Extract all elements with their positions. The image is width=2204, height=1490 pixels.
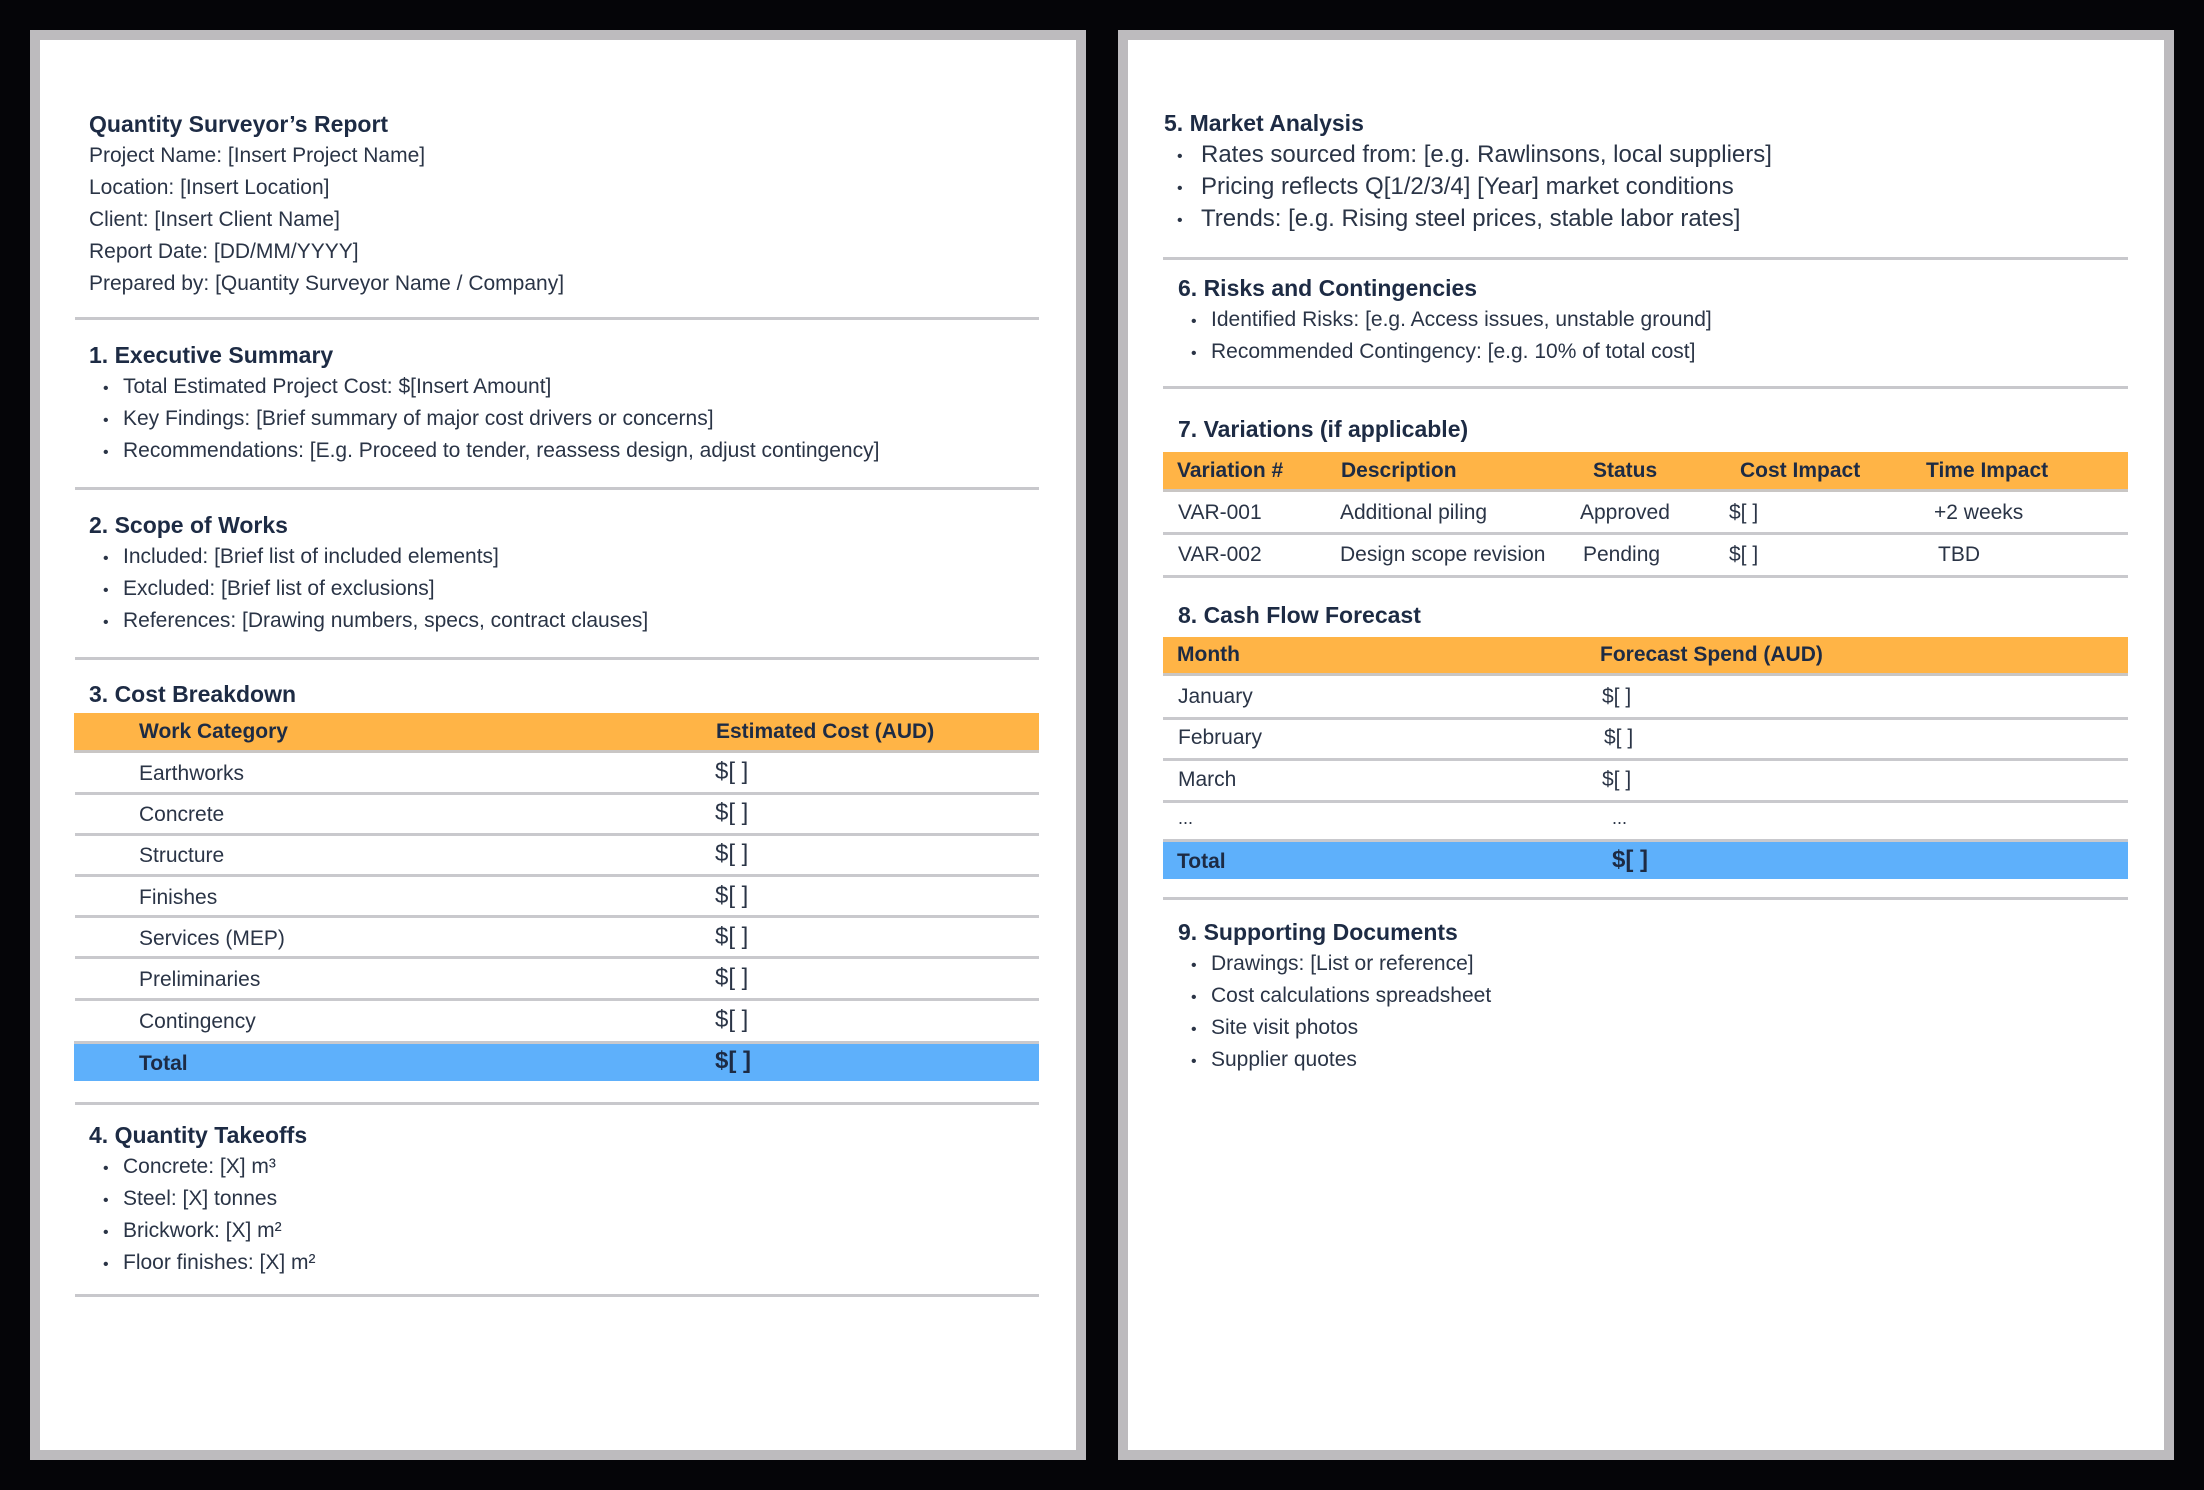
list-item: • Recommended Contingency: [e.g. 10% of total cost]: [1211, 340, 1695, 364]
bullet-icon: •: [1191, 1053, 1197, 1070]
list-item: • Site visit photos: [1211, 1016, 1358, 1040]
document-page-1: Quantity Surveyor’s Report Project Name: [Insert Project Name] Location: [Insert Location] Client: [Insert Client Name] Report Date: [DD/MM/YYYY] Prepared by: [Quantity Surveyor Name / Company] 1. Executive Summary • Total Estimated Project Cost: $[Insert Amount] • Key Findings: [Brief summary of major cost drivers or concerns] • Recommendations: [E.g. Proceed to tender, reassess design, adjust contingency] 2. Scope of Works • Included: [Brief list of included elements] • Excluded: [Brief list of exclusions] • References: [Drawing numbers, specs, contract clauses] 3. Cost Breakdown Work Category Estimated Cost (AUD) Earthworks $[ ] Concrete $[ ] Structure $[ ] Finishes $[ ] Services (MEP) $[ ] Preliminaries $[ ] Contingency $[ ] Total $[ ] 4. Quantity Takeoffs • Concrete: [X] m³ • Steel: [X] tonnes • Brickwork: [X] m² • Floor finishes: [X] m²: [30, 30, 1086, 1460]
section-heading-cost-breakdown: 3. Cost Breakdown: [89, 681, 297, 707]
bullet-icon: •: [103, 1256, 109, 1273]
list-item: • Key Findings: [Brief summary of major cost drivers or concerns]: [123, 407, 714, 431]
list-item: • Excluded: [Brief list of exclusions]: [123, 577, 435, 601]
divider: [1163, 386, 2128, 389]
prepared-by-line: Prepared by: [Quantity Surveyor Name / Company]: [89, 272, 565, 295]
list-item: • Identified Risks: [e.g. Access issues, unstable ground]: [1211, 308, 1712, 332]
document-page-2: 5. Market Analysis • Rates sourced from: [e.g. Rawlinsons, local suppliers] • Pricing reflects Q[1/2/3/4] [Year] market conditions • Trends: [e.g. Rising steel prices, stable labor rates] 6. Risks and Contingencies • Identified Risks: [e.g. Access issues, unstable ground] • Recommended Contingency: [e.g. 10% of total cost] 7. Variations (if applicable) Variation # Description Status Cost Impact Time Impact VAR-001 Additional piling Approved $[ ] +2 weeks VAR-002 Design scope revision Pending $[ ] TBD 8. Cash Flow Forecast Month Forecast Spend (AUD) January $[ ] February $[ ] March $[ ] ... ... Total $[ ] 9. Supporting Documents • Drawings: [List or reference] • Cost calculations spreadsheet • Site visit photos • Supplier quotes: [1118, 30, 2174, 1460]
section-heading-supporting-documents: 9. Supporting Documents: [1178, 919, 1458, 945]
cash-flow-total-row: [1163, 839, 2128, 879]
row-divider: [75, 998, 1039, 1001]
list-item: • Rates sourced from: [e.g. Rawlinsons, local suppliers]: [1201, 141, 1772, 169]
total-value: $[ ]: [715, 1047, 751, 1074]
list-item: • Drawings: [List or reference]: [1211, 952, 1474, 976]
divider: [75, 317, 1039, 320]
bullet-icon: •: [103, 614, 109, 631]
column-header-status: Status: [1593, 459, 1658, 482]
divider: [75, 1102, 1039, 1105]
bullet-icon: •: [103, 582, 109, 599]
total-label: Total: [139, 1052, 188, 1075]
column-header-work-category: Work Category: [139, 720, 288, 743]
list-item: • Cost calculations spreadsheet: [1211, 984, 1491, 1008]
report-title: Quantity Surveyor’s Report: [89, 111, 389, 137]
row-divider: [75, 915, 1039, 918]
list-item: • Total Estimated Project Cost: $[Insert Amount]: [123, 375, 551, 399]
list-item: • Recommendations: [E.g. Proceed to tender, reassess design, adjust contingency]: [123, 439, 879, 463]
divider: [75, 487, 1039, 490]
total-value: $[ ]: [1612, 846, 1648, 873]
bullet-icon: •: [1191, 989, 1197, 1006]
column-header-variation-number: Variation #: [1177, 459, 1284, 482]
row-divider: [75, 956, 1039, 959]
bullet-icon: •: [103, 380, 109, 397]
bullet-icon: •: [1177, 148, 1183, 165]
section-heading-executive-summary: 1. Executive Summary: [89, 342, 334, 368]
row-divider: [75, 833, 1039, 836]
bullet-icon: •: [1177, 212, 1183, 229]
bullet-icon: •: [1191, 957, 1197, 974]
column-header-time-impact: Time Impact: [1926, 459, 2049, 482]
list-item: • Supplier quotes: [1211, 1048, 1357, 1072]
column-header-cost-impact: Cost Impact: [1740, 459, 1861, 482]
column-header-forecast-spend: Forecast Spend (AUD): [1600, 643, 1823, 666]
cost-table-header: [74, 713, 1039, 753]
list-item: • Floor finishes: [X] m²: [123, 1251, 316, 1275]
section-heading-scope-of-works: 2. Scope of Works: [89, 512, 288, 538]
row-divider: [75, 874, 1039, 877]
row-divider: [1163, 575, 2128, 578]
list-item: • Trends: [e.g. Rising steel prices, stable labor rates]: [1201, 205, 1740, 233]
bullet-icon: •: [103, 412, 109, 429]
divider: [75, 657, 1039, 660]
cost-table-total-row: [74, 1041, 1039, 1081]
bullet-icon: •: [1191, 345, 1197, 362]
list-item: • Pricing reflects Q[1/2/3/4] [Year] market conditions: [1201, 173, 1734, 201]
list-item: • Brickwork: [X] m²: [123, 1219, 282, 1243]
bullet-icon: •: [1177, 180, 1183, 197]
total-label: Total: [1177, 850, 1226, 873]
project-name-line: Project Name: [Insert Project Name]: [89, 144, 426, 167]
section-heading-risks: 6. Risks and Contingencies: [1178, 275, 1478, 301]
section-heading-quantity-takeoffs: 4. Quantity Takeoffs: [89, 1122, 308, 1148]
column-header-month: Month: [1177, 643, 1240, 666]
row-divider: [1163, 717, 2128, 720]
section-heading-market-analysis: 5. Market Analysis: [1164, 110, 1364, 136]
column-header-estimated-cost: Estimated Cost (AUD): [716, 720, 935, 743]
bullet-icon: •: [103, 1160, 109, 1177]
divider: [75, 1294, 1039, 1297]
client-line: Client: [Insert Client Name]: [89, 208, 340, 231]
section-heading-cash-flow: 8. Cash Flow Forecast: [1178, 602, 1421, 628]
column-header-description: Description: [1341, 459, 1457, 482]
bullet-icon: •: [103, 550, 109, 567]
row-divider: [1163, 800, 2128, 803]
divider: [1163, 257, 2128, 260]
bullet-icon: •: [1191, 313, 1197, 330]
list-item: • References: [Drawing numbers, specs, contract clauses]: [123, 609, 648, 633]
bullet-icon: •: [103, 444, 109, 461]
location-line: Location: [Insert Location]: [89, 176, 330, 199]
section-heading-variations: 7. Variations (if applicable): [1178, 416, 1469, 442]
variations-table-header: [1163, 452, 2128, 492]
list-item: • Concrete: [X] m³: [123, 1155, 276, 1179]
list-item: • Included: [Brief list of included elements]: [123, 545, 499, 569]
list-item: • Steel: [X] tonnes: [123, 1187, 277, 1211]
row-divider: [1163, 758, 2128, 761]
divider: [1163, 897, 2128, 900]
bullet-icon: •: [103, 1224, 109, 1241]
row-divider: [75, 792, 1039, 795]
bullet-icon: •: [103, 1192, 109, 1209]
cash-flow-table-header: [1163, 637, 2128, 676]
row-divider: [1163, 532, 2128, 535]
report-date-line: Report Date: [DD/MM/YYYY]: [89, 240, 359, 263]
bullet-icon: •: [1191, 1021, 1197, 1038]
